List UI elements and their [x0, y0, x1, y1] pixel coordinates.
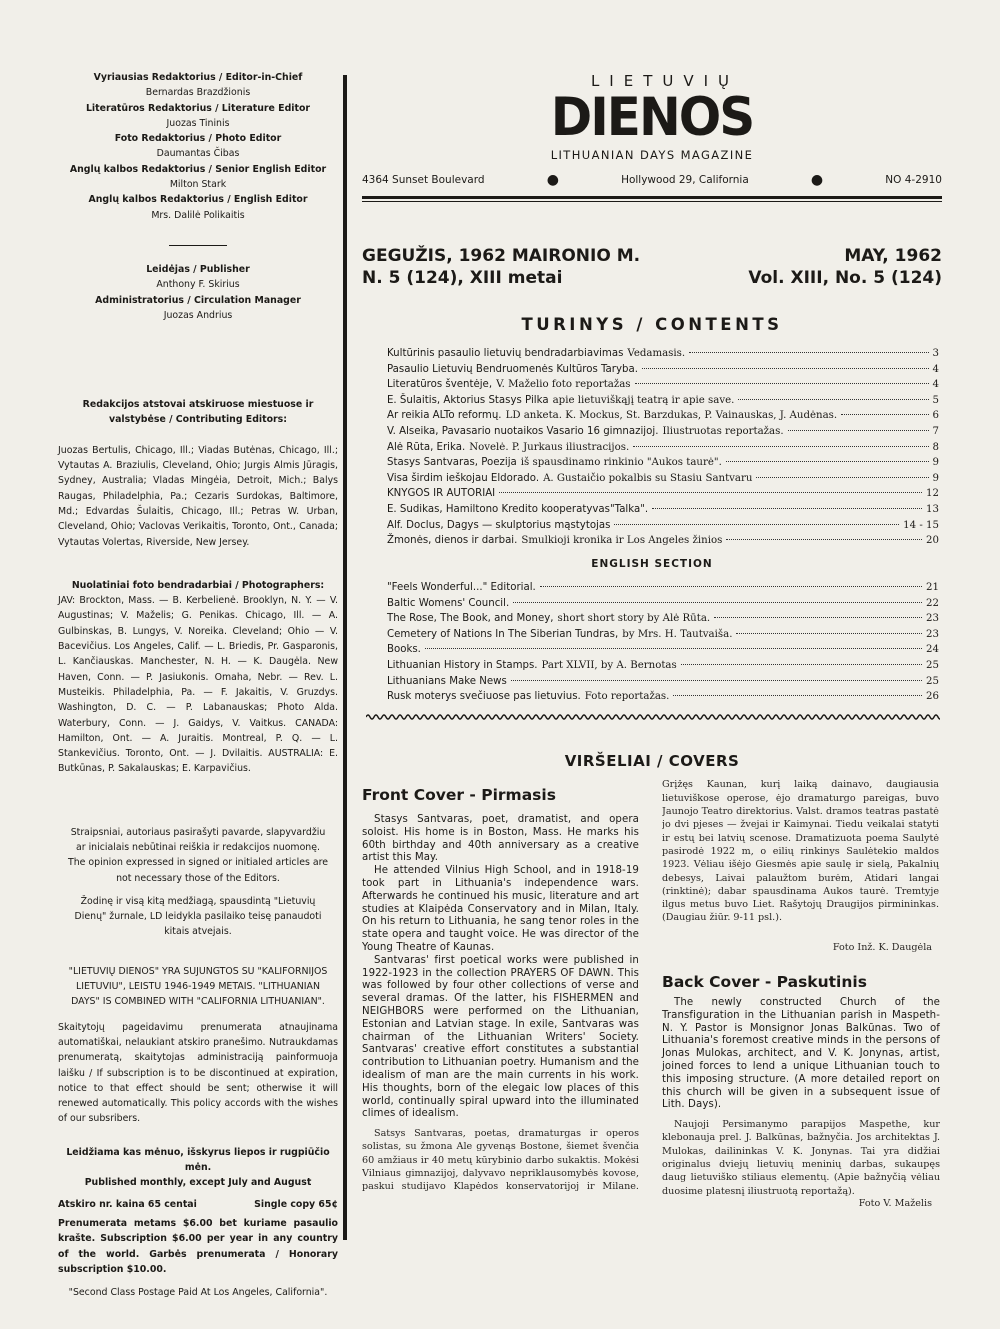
staff-role: Leidėjas / Publisher [146, 263, 250, 275]
issue-date-en: MAY, 1962 [844, 246, 942, 266]
staff-role: Anglų kalbos Redaktorius / Senior English Editor [69, 163, 327, 175]
toc-page-number: 14 - 15 [903, 519, 939, 531]
issue-number-lt: N. 5 (124), XIII metai [362, 268, 563, 288]
toc-note: by Mrs. H. Tautvaiša. [622, 628, 733, 640]
toc-page-number: 25 [926, 675, 939, 687]
toc-entry [387, 642, 939, 658]
toc-title: E. Sudikas, Hamiltono Kredito kooperatyvas"Talka". [387, 503, 649, 515]
issue-info [362, 245, 942, 289]
issue-date-lt: GEGUŽIS, 1962 MAIRONIO M. [362, 246, 641, 266]
phone-number: NO 4-2910 [885, 174, 942, 186]
toc-leader-dots [540, 586, 922, 587]
toc-entry [387, 580, 939, 596]
toc-page-number: 8 [932, 441, 939, 453]
toc-leader-dots [642, 368, 929, 369]
masthead-rule [362, 196, 942, 199]
toc-leader-dots [633, 446, 928, 447]
staff-name: Mrs. Dalilė Polikaitis [151, 209, 245, 221]
toc-note: V. Maželio foto reportažas [496, 379, 631, 391]
toc-page-number: 7 [932, 425, 939, 437]
staff-name: Bernardas Brazdžionis [145, 87, 251, 99]
front-cover-heading: Front Cover - Pirmasis [362, 786, 556, 804]
toc-page-number: 21 [926, 582, 939, 593]
monthly-en: Published monthly, except July and August [84, 1177, 312, 1189]
toc-leader-dots [513, 602, 922, 603]
toc-leader-dots [738, 399, 928, 400]
toc-page-number: 4 [932, 363, 939, 375]
single-copy-lt: Atskiro nr. kaina 65 centai [58, 1198, 197, 1210]
toc-leader-dots [425, 648, 922, 649]
toc-entry [387, 362, 939, 378]
bullet-icon: ● [810, 172, 824, 188]
toc-note: Iliustruotas reportažas. [662, 425, 784, 437]
toc-leader-dots [726, 461, 929, 462]
toc-title: E. Šulaitis, Aktorius Stasys Pilka [387, 394, 549, 406]
toc-leader-dots [511, 680, 922, 681]
masthead-subtitle: LITHUANIAN DAYS MAGAZINE [550, 148, 754, 162]
staff-name: Anthony F. Skirius [156, 279, 240, 291]
front-cover-en-paragraph: Stasys Santvaras, poet, dramatist, and opera soloist. His home is in Boston, Mass. He marks his 60th birthday and 40th anniversary as a creative artist this May. [362, 814, 639, 864]
toc-leader-dots [756, 477, 928, 478]
toc-entry [387, 393, 939, 409]
front-cover-column [362, 786, 639, 1195]
reprint-notice: Žodinę ir visą kitą medžiagą, spausdintą "Lietuvių Dienų" žurnale, LD leidykla pasilaiko teisę panaudoti kitais atvejais. [74, 895, 322, 938]
toc-leader-dots [788, 430, 929, 431]
toc-page-number: 13 [926, 503, 939, 515]
toc-entry [387, 377, 939, 393]
toc-note: short short story by Alė Rūta. [557, 613, 711, 625]
staff-name: Juozas Tininis [166, 117, 230, 129]
subscription-notice: Skaitytojų pageidavimu prenumerata atnaujinama automatiškai, nelaukiant atskiro pranešimo. Nutraukdamas prenumeratą, skaitytojas administraciją painformuoja laišku / If subscription is to be discontinued at expiration, notice to that effect should be sent; otherwise it will renewed automatically. This policy accords with the wishes of our subsribers. [58, 1021, 338, 1125]
toc-leader-dots [635, 383, 929, 384]
toc-title: "Feels Wonderful..." Editorial. [387, 582, 536, 593]
toc-page-number: 24 [926, 644, 939, 656]
front-cover-lt-paragraph [362, 1127, 639, 1195]
toc-note: Part XLVII, by A. Bernotas [541, 659, 677, 671]
merger-notice: "LIETUVIŲ DIENOS" YRA SUJUNGTOS SU "KALIFORNIJOS LIETUVIU", LEISTU 1946-1949 METAIS. "LITHUANIAN DAYS" IS COMBINED WITH "CALIFORNIA LITHUANIAN". [68, 965, 328, 1008]
toc-entry [387, 440, 939, 456]
toc-leader-dots [652, 508, 922, 509]
contents-heading: TURINYS / CONTENTS [521, 315, 783, 334]
toc-page-number: 9 [932, 457, 939, 469]
toc-page-number: 23 [926, 613, 939, 625]
toc-note: apie lietuviškąjį teatrą ir apie save. [552, 394, 735, 406]
toc-page-number: 9 [932, 472, 939, 484]
rates-notice: Prenumerata metams $6.00 bet kuriame pasaulio krašte. Subscription $6.00 per year in any country of the world. Garbės prenumerata / Honorary subscription $10.00. [58, 1217, 338, 1275]
separator-rule [169, 245, 227, 246]
toc-entry [387, 346, 939, 362]
back-cover-lt-paragraph: Naujoji Persimanymo parapijos Maspethe, kur klebonauja prel. J. Balkūnas, bažnyčia. Jos architektas J. Mulokas, dailininkas V. K. Jonynas. Tai yra didžiai originalus dviejų lietuvių meninių darbas, sukaupęs daug lietuviško stiliaus elementų. (Apie bažnyčią vėliau duosime platesnį iliustruotą reportažą). [662, 1119, 940, 1197]
toc-title: Books. [387, 644, 421, 656]
staff-name: Milton Stark [169, 179, 227, 191]
toc-leader-dots [499, 492, 922, 493]
toc-note: Vedamasis. [627, 348, 686, 359]
toc-title: Literatūros šventėje, [387, 379, 493, 391]
back-cover-credit: Foto V. Maželis [858, 1197, 932, 1209]
staff-role: Foto Redaktorius / Photo Editor [114, 133, 282, 145]
toc-title: Žmonės, dienos ir darbai. [387, 535, 518, 547]
toc-entry [387, 658, 939, 674]
toc-page-number: 4 [932, 379, 939, 391]
toc-entry [387, 408, 939, 424]
back-cover-en-paragraph: The newly constructed Church of the Transfiguration in the Lithuanian parish in Maspeth-N. Y. Pastor is Monsignor Jonas Balkūnas. Two of Lithuania's foremost creative minds in the persons of Jonas Mulokas, architect, and V. K. Jonynas, artist, joined forces to lend a unique Lithuanian touch to this imposing structure. (A more detailed report on this church will be given in a subsequent issue of Lith. Days). [662, 997, 940, 1111]
toc-entry [387, 471, 939, 487]
english-contents-list [387, 580, 939, 705]
single-copy-row [58, 1197, 338, 1212]
photographers-heading: Nuolatiniai foto bendradarbiai / Photographers: [71, 579, 325, 591]
toc-entry [387, 455, 939, 471]
toc-leader-dots [726, 539, 922, 540]
contents-list [387, 346, 939, 549]
toc-page-number: 20 [926, 535, 939, 547]
toc-note: Foto reportažas. [584, 691, 670, 703]
column-divider [343, 75, 347, 1240]
toc-page-number: 25 [926, 659, 939, 671]
toc-leader-dots [736, 633, 922, 634]
wavy-divider [366, 712, 940, 722]
city-address: Hollywood 29, California [621, 174, 749, 186]
toc-leader-dots [841, 414, 928, 415]
staff-role: Administratorius / Circulation Manager [95, 294, 301, 306]
opinion-notice: Straipsniai, autoriaus pasirašyti pavarde, slapyvardžiu ar inicialais nebūtinai reiškia ir redakcijos nuomonę. The opinion expressed in signed or initialed articles are not necessary those of the Editors. [68, 826, 328, 884]
masthead-kicker: LIETUVIŲ [590, 72, 740, 90]
front-cover-lt-continued [662, 780, 940, 939]
toc-title: Visa širdim ieškojau Eldorado. [387, 472, 540, 484]
toc-title: Pasaulio Lietuvių Bendruomenės Kultūros Taryba. [387, 363, 638, 375]
photographers-list: JAV: Brockton, Mass. — B. Kerbelienė. Brooklyn, N. Y. — V. Augustinas; V. Maželis; G. Penikas. Chicago, Ill. — A. Gulbinskas, B. Lungys, V. Noreika. Cleveland; Ohio — V. Bacevičius. Los Angeles, Calif. — L. Briedis, Pr. Gasparonis, L. Kančiauskas. Manchester, N. H. — K. Daugėla. New Haven, Conn. — P. Jasiukonis. Omaha, Nebr. — Rev. L. Musteikis. Philadelphia, Pa. — F. Jakaitis, V. Gruzdys. Washington, D. C. — P. Labanauskas; Photo Alda. Waterbury, Conn. — J. Gaidys, V. Vaitkus. CANADA: Hamilton, Ont. — A. Juraitis. Montreal, P. Q. — L. Stankevičius. Toronto, Ont. — J. Dvilaitis. AUSTRALIA: E. Butkūnas, P. Sakalauskas; E. Karpavičius. [58, 595, 338, 775]
front-cover-credit: Foto Inž. K. Daugėla [832, 942, 932, 953]
toc-page-number: 26 [926, 691, 939, 703]
front-cover-en-paragraph: He attended Vilnius High School, and in 1918-19 took part in Lithuania's independence wars. Afterwards he continued his music, literature and art studies at Klaipėda Conservatory and in Milan, Italy. On his return to Lithuania, he sang tenor roles in the state opera and taught voice. He was director of the Young Theatre of Kaunas. [362, 865, 639, 953]
staff-column [58, 70, 338, 1300]
single-copy-en: Single copy 65¢ [254, 1198, 338, 1210]
toc-entry [387, 689, 939, 705]
front-cover-lt-continued-text: Grįžęs Kaunan, kurį laiką dainavo, daugiausia lietuviškose operose, ėjo dramaturgo pareigas, buvo Jaunojo Teatro direktorius. Valst. dramos teatras pastatė jo dvi pjeses — žvejai ir Kaimynai. Tiedu veikalai statyti ir estų bei latvių scenose. Dramatizuota poema Saulytė pasirodė 1922 m, o eilių rinkinys Saulėtekio maldos 1923. Vėliau išėjo Giesmės apie saulę ir sielą, Pakalnių debesys, Laivai palaužtom burėm, Atidari langai (rinktinė); dabar spausdinama Aukos taurė. Tremtyje ilgus metus buvo Liet. Rašytojų Draugijos pirmininkas. (Daugiau žiūr. 9-11 psl.). [662, 780, 939, 924]
toc-title: Rusk moterys svečiuose pas lietuvius. [387, 691, 581, 703]
toc-page-number: 12 [926, 488, 939, 500]
toc-title: Alf. Doclus, Dagys — skulptorius mąstytojas [387, 519, 611, 531]
masthead-title: DIENOS [550, 86, 754, 148]
postage-notice: "Second Class Postage Paid At Los Angeles, California". [68, 1287, 328, 1299]
toc-title: Lithuanian History in Stamps. [387, 659, 538, 671]
contributors-heading: Redakcijos atstovai atskiruose miestuose ir valstybėse / Contributing Editors: [82, 399, 314, 426]
toc-entry [387, 596, 939, 612]
issue-number-en: Vol. XIII, No. 5 (124) [748, 268, 942, 288]
address-row [362, 172, 942, 188]
staff-name: Daumantas Čibas [156, 148, 240, 160]
toc-leader-dots [714, 617, 922, 618]
toc-title: Alė Rūta, Erika. [387, 441, 466, 453]
toc-entry [387, 486, 939, 502]
toc-entry [387, 611, 939, 627]
english-section-heading: ENGLISH SECTION [591, 558, 713, 570]
staff-role: Anglų kalbos Redaktorius / English Editor [88, 194, 308, 206]
toc-note: Novelė. P. Jurkaus iliustracijos. [469, 441, 630, 453]
toc-note: iš spausdinamo rinkinio "Aukos taurė". [520, 457, 722, 469]
staff-role: Literatūros Redaktorius / Literature Editor [85, 102, 311, 114]
toc-note: Smulkioji kronika ir Los Angeles žinios [521, 535, 723, 547]
back-cover-heading: Back Cover - Paskutinis [662, 973, 867, 991]
covers-heading: VIRŠELIAI / COVERS [564, 752, 740, 770]
toc-page-number: 3 [932, 348, 939, 359]
toc-note: A. Gustaičio pokalbis su Stasiu Santvaru [543, 472, 753, 484]
toc-title: Kultūrinis pasaulio lietuvių bendradarbiavimas [387, 348, 624, 359]
toc-title: Stasys Santvaras, Poezija [387, 457, 517, 469]
masthead [362, 72, 942, 202]
toc-page-number: 5 [932, 394, 939, 406]
staff-name: Juozas Andrius [163, 309, 233, 321]
toc-entry [387, 674, 939, 690]
toc-entry [387, 533, 939, 549]
toc-entry [387, 627, 939, 643]
toc-leader-dots [681, 664, 922, 665]
toc-entry [387, 518, 939, 534]
toc-note: LD anketa. K. Mockus, St. Barzdukas, P. Vainauskas, J. Audėnas. [505, 410, 838, 422]
toc-leader-dots [689, 352, 928, 353]
monthly-lt: Leidžiama kas mėnuo, išskyrus liepos ir rugpiūčio mėn. [66, 1146, 330, 1174]
toc-page-number: 22 [926, 597, 939, 609]
front-cover-lt-text: Satsys Santvaras, poetas, dramaturgas ir operos solistas, su žmona Ale gyvenąs Bostone, šiemet švenčia 60 amžiaus ir 40 metų kūrybinio darbo sukaktis. Mokėsi Vilniaus gimnazijoj, dalyvavo nepriklausomybės kovose, paskui studijavo Klapėdos konservatorijoj ir Milane. [362, 1128, 639, 1193]
toc-entry [387, 502, 939, 518]
contributors-list: Juozas Bertulis, Chicago, Ill.; Viadas Butėnas, Chicago, Ill.; Vytautas A. Braziulis, Cleveland, Ohio; Jurgis Almis Jūragis, Sydney, Australia; Vladas Mingėia, Detroit, Mich.; Balys Raugas, Philadelphia, Pa.; Cezaris Surdokas, Baltimore, Md.; Edvardas Šulaitis, Chicago, Ill.; Petras W. Urban, Cleveland, Ohio; Vaclovas Verikaitis, Toronto, Ont., Canada; Vytautas Volertas, Riverside, New Jersey. [58, 444, 338, 548]
toc-page-number: 6 [932, 410, 939, 422]
toc-title: Ar reikia ALTo reformų. [387, 410, 502, 422]
toc-title: The Rose, The Book, and Money, [387, 613, 554, 625]
toc-title: KNYGOS IR AUTORIAI [387, 488, 496, 500]
street-address: 4364 Sunset Boulevard [362, 174, 485, 186]
bullet-icon: ● [546, 172, 559, 188]
masthead-rule-thin [362, 201, 942, 202]
back-cover-column [662, 780, 940, 1209]
toc-title: Baltic Womens' Council. [387, 597, 510, 609]
toc-title: V. Alseika, Pavasario nuotaikos Vasario 16 gimnazijoj. [387, 425, 659, 437]
toc-title: Cemetery of Nations In The Siberian Tundras, [387, 628, 619, 640]
staff-role: Vyriausias Redaktorius / Editor-in-Chief [93, 72, 303, 83]
toc-leader-dots [614, 524, 899, 525]
toc-page-number: 23 [926, 628, 939, 640]
front-cover-en-paragraph: Santvaras' first poetical works were published in 1922-1923 in the collection PRAYERS OF DAWN. This was followed by four other collections of verse and several dramas. Of the latter, his FISHERMEN and NEIGHBORS were performed on the Lithuanian, Estonian and Latvian stage. In exile, Santvaras was chairman of the Lithuanian Writers' Society. Santvaras' creative effort constitutes a substantial contribution to Lithuanian poetry. Humanism and the idealism of man are the main currents in his work. His thoughts, born of the elegaic low places of this world, continually spiral upward into the illuminated climes of idealism. [362, 954, 639, 1120]
toc-leader-dots [673, 695, 922, 696]
toc-title: Lithuanians Make News [387, 675, 507, 687]
toc-entry [387, 424, 939, 440]
